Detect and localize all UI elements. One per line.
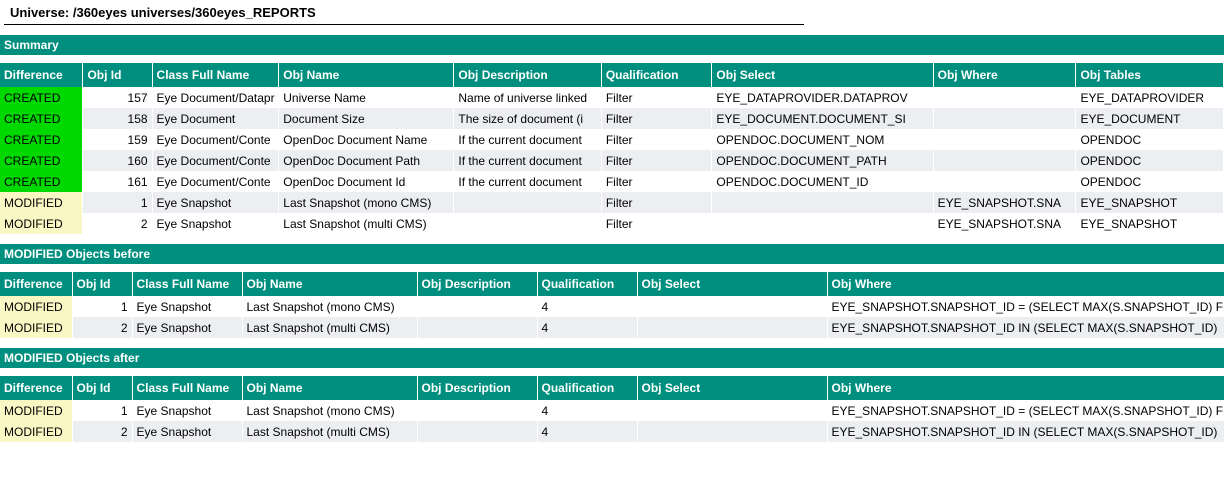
qualification-cell: 4	[537, 421, 637, 442]
obj-description-cell	[454, 192, 601, 213]
column-header[interactable]: Class Full Name	[132, 376, 242, 400]
table-row[interactable]	[0, 129, 1224, 150]
section-spacer	[0, 368, 1224, 376]
obj-select-cell	[637, 317, 827, 338]
class-full-name-cell: Eye Document/Conte	[152, 150, 279, 171]
obj-id-cell: 160	[83, 150, 152, 171]
obj-description-cell: Name of universe linked	[454, 87, 601, 108]
table-row[interactable]	[0, 171, 1224, 192]
qualification-cell: 4	[537, 317, 637, 338]
class-full-name-cell: Eye Snapshot	[152, 213, 279, 234]
obj-where-cell	[933, 108, 1076, 129]
difference-badge: CREATED	[0, 150, 83, 171]
obj-id-cell: 1	[72, 400, 132, 421]
qualification-cell: Filter	[601, 129, 712, 150]
obj-where-cell	[933, 87, 1076, 108]
obj-name-cell: Last Snapshot (multi CMS)	[242, 421, 417, 442]
obj-where-cell	[933, 150, 1076, 171]
obj-id-cell: 158	[83, 108, 152, 129]
column-header[interactable]: Obj Id	[72, 376, 132, 400]
qualification-cell: Filter	[601, 87, 712, 108]
report-section	[0, 244, 1224, 338]
obj-tables-cell: EYE_DOCUMENT	[1076, 108, 1224, 129]
obj-select-cell	[712, 192, 933, 213]
section-band	[0, 348, 1224, 368]
obj-name-cell: Universe Name	[279, 87, 454, 108]
column-header[interactable]: Obj Name	[279, 63, 454, 87]
table-row[interactable]	[0, 421, 1224, 442]
obj-description-cell: If the current document	[454, 129, 601, 150]
difference-badge: MODIFIED	[0, 213, 83, 234]
difference-badge: MODIFIED	[0, 421, 72, 442]
qualification-cell: Filter	[601, 192, 712, 213]
class-full-name-cell: Eye Snapshot	[152, 192, 279, 213]
obj-select-cell	[637, 400, 827, 421]
obj-tables-cell: EYE_SNAPSHOT	[1076, 192, 1224, 213]
difference-badge: MODIFIED	[0, 400, 72, 421]
obj-id-cell: 1	[83, 192, 152, 213]
column-header[interactable]: Obj Id	[83, 63, 152, 87]
obj-tables-cell: OPENDOC	[1076, 171, 1224, 192]
column-header[interactable]: Obj Select	[712, 63, 933, 87]
obj-tables-cell: OPENDOC	[1076, 150, 1224, 171]
obj-select-cell: OPENDOC.DOCUMENT_ID	[712, 171, 933, 192]
column-header[interactable]: Qualification	[601, 63, 712, 87]
column-header[interactable]: Difference	[0, 376, 72, 400]
obj-select-cell: OPENDOC.DOCUMENT_PATH	[712, 150, 933, 171]
obj-name-cell: Last Snapshot (multi CMS)	[242, 317, 417, 338]
obj-id-cell: 2	[72, 421, 132, 442]
obj-name-cell: OpenDoc Document Name	[279, 129, 454, 150]
table-row[interactable]	[0, 87, 1224, 108]
table-header-row	[0, 376, 1224, 400]
column-header[interactable]: Difference	[0, 272, 72, 296]
obj-name-cell: Last Snapshot (mono CMS)	[242, 296, 417, 317]
obj-tables-cell: EYE_DATAPROVIDER	[1076, 87, 1224, 108]
difference-badge: CREATED	[0, 87, 83, 108]
table-row[interactable]	[0, 150, 1224, 171]
obj-select-cell: EYE_DOCUMENT.DOCUMENT_SI	[712, 108, 933, 129]
difference-badge: CREATED	[0, 129, 83, 150]
obj-description-cell	[417, 296, 537, 317]
column-header[interactable]: Obj Tables	[1076, 63, 1224, 87]
difference-badge: MODIFIED	[0, 296, 72, 317]
section-band	[0, 244, 1224, 264]
column-header[interactable]: Obj Name	[242, 272, 417, 296]
obj-tables-cell: EYE_SNAPSHOT	[1076, 213, 1224, 234]
table-row[interactable]	[0, 296, 1224, 317]
column-header[interactable]: Obj Description	[417, 376, 537, 400]
obj-name-cell: OpenDoc Document Id	[279, 171, 454, 192]
column-header[interactable]: Difference	[0, 63, 83, 87]
column-header[interactable]: Obj Description	[417, 272, 537, 296]
table-row[interactable]	[0, 192, 1224, 213]
column-header[interactable]: Qualification	[537, 376, 637, 400]
obj-where-cell: EYE_SNAPSHOT.SNA	[933, 192, 1076, 213]
obj-select-cell	[712, 213, 933, 234]
column-header[interactable]: Obj Where	[827, 272, 1224, 296]
difference-badge: MODIFIED	[0, 192, 83, 213]
obj-where-cell	[933, 171, 1076, 192]
class-full-name-cell: Eye Document/Datapr	[152, 87, 279, 108]
class-full-name-cell: Eye Document/Conte	[152, 171, 279, 192]
obj-description-cell	[454, 213, 601, 234]
table-row[interactable]	[0, 213, 1224, 234]
class-full-name-cell: Eye Snapshot	[132, 296, 242, 317]
obj-id-cell: 157	[83, 87, 152, 108]
obj-description-cell	[417, 421, 537, 442]
obj-id-cell: 159	[83, 129, 152, 150]
class-full-name-cell: Eye Snapshot	[132, 317, 242, 338]
obj-select-cell: OPENDOC.DOCUMENT_NOM	[712, 129, 933, 150]
column-header[interactable]: Obj Description	[454, 63, 601, 87]
obj-name-cell: Document Size	[279, 108, 454, 129]
column-header[interactable]: Obj Where	[827, 376, 1224, 400]
qualification-cell: Filter	[601, 171, 712, 192]
obj-description-cell	[417, 400, 537, 421]
obj-where-cell: EYE_SNAPSHOT.SNAPSHOT_ID = (SELECT MAX(S.SNAPSHOT_ID) F	[827, 400, 1224, 421]
obj-description-cell: If the current document	[454, 150, 601, 171]
obj-id-cell: 2	[83, 213, 152, 234]
column-header[interactable]: Obj Where	[933, 63, 1076, 87]
obj-id-cell: 1	[72, 296, 132, 317]
report-sections	[0, 35, 1224, 442]
table-header-row	[0, 272, 1224, 296]
qualification-cell: Filter	[601, 150, 712, 171]
class-full-name-cell: Eye Document	[152, 108, 279, 129]
report-section	[0, 35, 1224, 234]
obj-select-cell	[637, 421, 827, 442]
obj-description-cell	[417, 317, 537, 338]
section-band-label: Summary	[0, 35, 1224, 55]
obj-where-cell: EYE_SNAPSHOT.SNAPSHOT_ID IN (SELECT MAX(S.SNAPSHOT_ID)	[827, 421, 1224, 442]
column-header[interactable]: Class Full Name	[132, 272, 242, 296]
column-header[interactable]: Obj Select	[637, 272, 827, 296]
obj-description-cell: If the current document	[454, 171, 601, 192]
class-full-name-cell: Eye Snapshot	[132, 421, 242, 442]
column-header[interactable]: Obj Name	[242, 376, 417, 400]
qualification-cell: 4	[537, 400, 637, 421]
obj-name-cell: Last Snapshot (mono CMS)	[242, 400, 417, 421]
difference-badge: CREATED	[0, 108, 83, 129]
class-full-name-cell: Eye Snapshot	[132, 400, 242, 421]
obj-select-cell: EYE_DATAPROVIDER.DATAPROV	[712, 87, 933, 108]
table-header-row	[0, 63, 1224, 87]
obj-description-cell: The size of document (i	[454, 108, 601, 129]
table-row[interactable]	[0, 317, 1224, 338]
section-band	[0, 35, 1224, 55]
column-header[interactable]: Obj Id	[72, 272, 132, 296]
class-full-name-cell: Eye Document/Conte	[152, 129, 279, 150]
obj-select-cell	[637, 296, 827, 317]
qualification-cell: Filter	[601, 108, 712, 129]
qualification-cell: 4	[537, 296, 637, 317]
obj-where-cell: EYE_SNAPSHOT.SNAPSHOT_ID IN (SELECT MAX(S.SNAPSHOT_ID)	[827, 317, 1224, 338]
obj-where-cell	[933, 129, 1076, 150]
data-table	[0, 272, 1224, 338]
difference-badge: CREATED	[0, 171, 83, 192]
section-spacer	[0, 55, 1224, 63]
section-band-label: MODIFIED Objects after	[0, 348, 1224, 368]
obj-id-cell: 161	[83, 171, 152, 192]
obj-name-cell: OpenDoc Document Path	[279, 150, 454, 171]
universe-title: Universe: /360eyes universes/360eyes_REPORTS	[4, 2, 804, 25]
table-row[interactable]	[0, 108, 1224, 129]
obj-name-cell: Last Snapshot (mono CMS)	[279, 192, 454, 213]
qualification-cell: Filter	[601, 213, 712, 234]
obj-where-cell: EYE_SNAPSHOT.SNA	[933, 213, 1076, 234]
table-row[interactable]	[0, 400, 1224, 421]
column-header[interactable]: Obj Select	[637, 376, 827, 400]
obj-tables-cell: OPENDOC	[1076, 129, 1224, 150]
difference-badge: MODIFIED	[0, 317, 72, 338]
column-header[interactable]: Qualification	[537, 272, 637, 296]
data-table	[0, 376, 1224, 442]
column-header[interactable]: Class Full Name	[152, 63, 279, 87]
obj-where-cell: EYE_SNAPSHOT.SNAPSHOT_ID = (SELECT MAX(S.SNAPSHOT_ID) F	[827, 296, 1224, 317]
obj-name-cell: Last Snapshot (multi CMS)	[279, 213, 454, 234]
data-table	[0, 63, 1224, 234]
section-spacer	[0, 264, 1224, 272]
report-section	[0, 348, 1224, 442]
section-band-label: MODIFIED Objects before	[0, 244, 1224, 264]
obj-id-cell: 2	[72, 317, 132, 338]
